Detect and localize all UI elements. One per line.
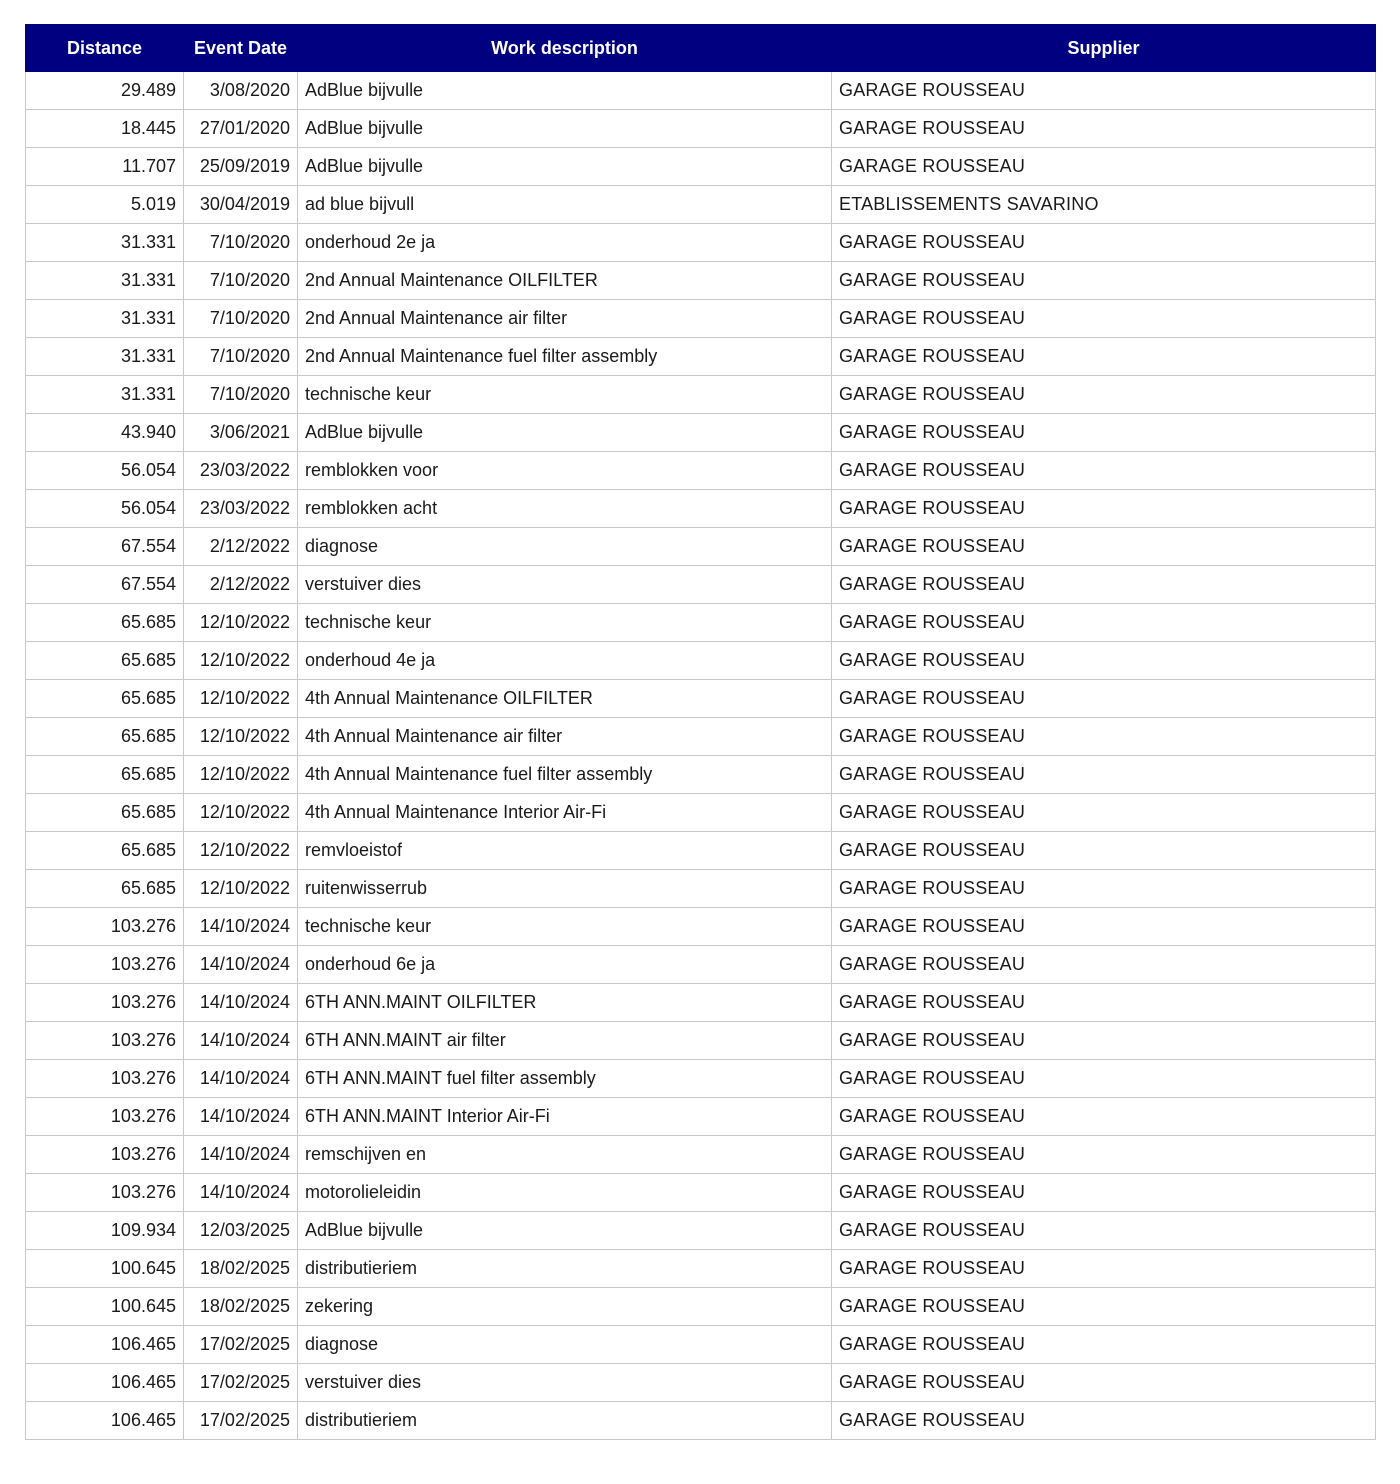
cell-distance: 100.645 [26, 1288, 184, 1326]
cell-event-date: 23/03/2022 [184, 490, 298, 528]
cell-work-description: 4th Annual Maintenance OILFILTER [298, 680, 832, 718]
cell-work-description: technische keur [298, 604, 832, 642]
cell-supplier: GARAGE ROUSSEAU [832, 1098, 1376, 1136]
cell-distance: 103.276 [26, 908, 184, 946]
table-row [26, 1250, 1376, 1288]
table-row [26, 224, 1376, 262]
cell-event-date: 12/10/2022 [184, 680, 298, 718]
cell-distance: 65.685 [26, 794, 184, 832]
table-row [26, 718, 1376, 756]
cell-work-description: onderhoud 6e ja [298, 946, 832, 984]
cell-event-date: 14/10/2024 [184, 1136, 298, 1174]
cell-event-date: 2/12/2022 [184, 528, 298, 566]
cell-event-date: 17/02/2025 [184, 1326, 298, 1364]
cell-distance: 106.465 [26, 1364, 184, 1402]
cell-distance: 56.054 [26, 452, 184, 490]
cell-work-description: 6TH ANN.MAINT air filter [298, 1022, 832, 1060]
cell-distance: 106.465 [26, 1402, 184, 1440]
column-header-distance: Distance [26, 25, 184, 72]
cell-distance: 65.685 [26, 680, 184, 718]
cell-event-date: 18/02/2025 [184, 1288, 298, 1326]
cell-distance: 100.645 [26, 1250, 184, 1288]
cell-supplier: GARAGE ROUSSEAU [832, 642, 1376, 680]
cell-distance: 31.331 [26, 262, 184, 300]
table-row [26, 566, 1376, 604]
cell-distance: 31.331 [26, 300, 184, 338]
cell-distance: 18.445 [26, 110, 184, 148]
cell-work-description: 2nd Annual Maintenance air filter [298, 300, 832, 338]
cell-work-description: onderhoud 2e ja [298, 224, 832, 262]
cell-distance: 109.934 [26, 1212, 184, 1250]
cell-supplier: GARAGE ROUSSEAU [832, 718, 1376, 756]
cell-supplier: GARAGE ROUSSEAU [832, 832, 1376, 870]
cell-work-description: diagnose [298, 528, 832, 566]
cell-distance: 103.276 [26, 984, 184, 1022]
cell-work-description: remblokken voor [298, 452, 832, 490]
cell-supplier: GARAGE ROUSSEAU [832, 110, 1376, 148]
cell-work-description: AdBlue bijvulle [298, 72, 832, 110]
cell-event-date: 12/10/2022 [184, 870, 298, 908]
table-row [26, 756, 1376, 794]
cell-work-description: ruitenwisserrub [298, 870, 832, 908]
cell-supplier: GARAGE ROUSSEAU [832, 680, 1376, 718]
cell-event-date: 3/08/2020 [184, 72, 298, 110]
table-row [26, 1022, 1376, 1060]
column-header-work-description: Work description [298, 25, 832, 72]
cell-work-description: technische keur [298, 376, 832, 414]
cell-distance: 31.331 [26, 338, 184, 376]
cell-work-description: distributieriem [298, 1250, 832, 1288]
cell-event-date: 23/03/2022 [184, 452, 298, 490]
cell-work-description: verstuiver dies [298, 1364, 832, 1402]
cell-work-description: technische keur [298, 908, 832, 946]
table-row [26, 1288, 1376, 1326]
table-header [26, 25, 1376, 72]
column-header-supplier: Supplier [832, 25, 1376, 72]
cell-event-date: 7/10/2020 [184, 224, 298, 262]
cell-supplier: GARAGE ROUSSEAU [832, 262, 1376, 300]
cell-distance: 103.276 [26, 1136, 184, 1174]
cell-supplier: GARAGE ROUSSEAU [832, 528, 1376, 566]
table-row [26, 186, 1376, 224]
cell-work-description: remblokken acht [298, 490, 832, 528]
cell-event-date: 14/10/2024 [184, 1098, 298, 1136]
table-row [26, 376, 1376, 414]
cell-distance: 65.685 [26, 832, 184, 870]
cell-supplier: GARAGE ROUSSEAU [832, 984, 1376, 1022]
cell-event-date: 25/09/2019 [184, 148, 298, 186]
cell-work-description: AdBlue bijvulle [298, 110, 832, 148]
cell-work-description: motorolieleidin [298, 1174, 832, 1212]
cell-event-date: 2/12/2022 [184, 566, 298, 604]
cell-work-description: 2nd Annual Maintenance fuel filter assembly [298, 338, 832, 376]
cell-work-description: remschijven en [298, 1136, 832, 1174]
cell-supplier: ETABLISSEMENTS SAVARINO [832, 186, 1376, 224]
cell-distance: 65.685 [26, 756, 184, 794]
cell-distance: 31.331 [26, 376, 184, 414]
table-row [26, 946, 1376, 984]
cell-work-description: ad blue bijvull [298, 186, 832, 224]
table-row [26, 452, 1376, 490]
cell-event-date: 17/02/2025 [184, 1364, 298, 1402]
cell-distance: 65.685 [26, 604, 184, 642]
cell-distance: 103.276 [26, 946, 184, 984]
table-row [26, 148, 1376, 186]
cell-distance: 103.276 [26, 1174, 184, 1212]
cell-supplier: GARAGE ROUSSEAU [832, 1250, 1376, 1288]
cell-distance: 106.465 [26, 1326, 184, 1364]
cell-distance: 65.685 [26, 870, 184, 908]
cell-distance: 67.554 [26, 528, 184, 566]
table-row [26, 832, 1376, 870]
table-row [26, 870, 1376, 908]
cell-event-date: 12/10/2022 [184, 832, 298, 870]
cell-work-description: verstuiver dies [298, 566, 832, 604]
maintenance-table [25, 24, 1376, 1440]
cell-event-date: 12/10/2022 [184, 642, 298, 680]
cell-supplier: GARAGE ROUSSEAU [832, 1212, 1376, 1250]
cell-event-date: 12/10/2022 [184, 794, 298, 832]
cell-event-date: 12/03/2025 [184, 1212, 298, 1250]
header-row [26, 25, 1376, 72]
table-row [26, 794, 1376, 832]
cell-event-date: 14/10/2024 [184, 1174, 298, 1212]
cell-supplier: GARAGE ROUSSEAU [832, 300, 1376, 338]
cell-supplier: GARAGE ROUSSEAU [832, 870, 1376, 908]
cell-work-description: 6TH ANN.MAINT fuel filter assembly [298, 1060, 832, 1098]
table-row [26, 908, 1376, 946]
cell-work-description: 2nd Annual Maintenance OILFILTER [298, 262, 832, 300]
table-row [26, 1402, 1376, 1440]
table-row [26, 1136, 1376, 1174]
maintenance-report [25, 24, 1375, 1440]
cell-distance: 65.685 [26, 718, 184, 756]
cell-supplier: GARAGE ROUSSEAU [832, 604, 1376, 642]
table-row [26, 338, 1376, 376]
table-row [26, 680, 1376, 718]
cell-supplier: GARAGE ROUSSEAU [832, 908, 1376, 946]
table-body [26, 72, 1376, 1440]
cell-supplier: GARAGE ROUSSEAU [832, 1022, 1376, 1060]
table-row [26, 1060, 1376, 1098]
table-row [26, 1098, 1376, 1136]
cell-event-date: 18/02/2025 [184, 1250, 298, 1288]
cell-supplier: GARAGE ROUSSEAU [832, 1060, 1376, 1098]
cell-supplier: GARAGE ROUSSEAU [832, 1288, 1376, 1326]
cell-event-date: 12/10/2022 [184, 718, 298, 756]
cell-distance: 65.685 [26, 642, 184, 680]
cell-supplier: GARAGE ROUSSEAU [832, 1364, 1376, 1402]
cell-work-description: 4th Annual Maintenance air filter [298, 718, 832, 756]
cell-event-date: 7/10/2020 [184, 262, 298, 300]
table-row [26, 300, 1376, 338]
cell-distance: 31.331 [26, 224, 184, 262]
cell-supplier: GARAGE ROUSSEAU [832, 414, 1376, 452]
cell-supplier: GARAGE ROUSSEAU [832, 1136, 1376, 1174]
cell-event-date: 14/10/2024 [184, 1022, 298, 1060]
cell-event-date: 7/10/2020 [184, 338, 298, 376]
table-row [26, 110, 1376, 148]
cell-distance: 11.707 [26, 148, 184, 186]
cell-supplier: GARAGE ROUSSEAU [832, 1326, 1376, 1364]
cell-supplier: GARAGE ROUSSEAU [832, 490, 1376, 528]
cell-work-description: onderhoud 4e ja [298, 642, 832, 680]
cell-supplier: GARAGE ROUSSEAU [832, 72, 1376, 110]
cell-work-description: 6TH ANN.MAINT OILFILTER [298, 984, 832, 1022]
cell-supplier: GARAGE ROUSSEAU [832, 756, 1376, 794]
cell-event-date: 14/10/2024 [184, 984, 298, 1022]
table-row [26, 528, 1376, 566]
cell-work-description: AdBlue bijvulle [298, 148, 832, 186]
cell-event-date: 3/06/2021 [184, 414, 298, 452]
cell-distance: 29.489 [26, 72, 184, 110]
table-row [26, 414, 1376, 452]
cell-distance: 103.276 [26, 1098, 184, 1136]
cell-event-date: 27/01/2020 [184, 110, 298, 148]
cell-event-date: 17/02/2025 [184, 1402, 298, 1440]
cell-distance: 56.054 [26, 490, 184, 528]
cell-work-description: zekering [298, 1288, 832, 1326]
table-row [26, 1212, 1376, 1250]
table-row [26, 490, 1376, 528]
cell-event-date: 14/10/2024 [184, 908, 298, 946]
cell-work-description: AdBlue bijvulle [298, 414, 832, 452]
cell-supplier: GARAGE ROUSSEAU [832, 452, 1376, 490]
cell-supplier: GARAGE ROUSSEAU [832, 794, 1376, 832]
cell-work-description: 6TH ANN.MAINT Interior Air-Fi [298, 1098, 832, 1136]
table-row [26, 984, 1376, 1022]
table-row [26, 1364, 1376, 1402]
table-row [26, 1174, 1376, 1212]
table-row [26, 262, 1376, 300]
cell-supplier: GARAGE ROUSSEAU [832, 338, 1376, 376]
cell-supplier: GARAGE ROUSSEAU [832, 566, 1376, 604]
column-header-event-date: Event Date [184, 25, 298, 72]
table-row [26, 1326, 1376, 1364]
cell-event-date: 12/10/2022 [184, 604, 298, 642]
cell-distance: 43.940 [26, 414, 184, 452]
cell-distance: 103.276 [26, 1060, 184, 1098]
cell-distance: 5.019 [26, 186, 184, 224]
cell-distance: 103.276 [26, 1022, 184, 1060]
cell-event-date: 30/04/2019 [184, 186, 298, 224]
cell-event-date: 7/10/2020 [184, 376, 298, 414]
cell-event-date: 12/10/2022 [184, 756, 298, 794]
cell-supplier: GARAGE ROUSSEAU [832, 1402, 1376, 1440]
cell-work-description: remvloeistof [298, 832, 832, 870]
cell-event-date: 14/10/2024 [184, 1060, 298, 1098]
cell-event-date: 7/10/2020 [184, 300, 298, 338]
table-row [26, 642, 1376, 680]
cell-event-date: 14/10/2024 [184, 946, 298, 984]
cell-supplier: GARAGE ROUSSEAU [832, 376, 1376, 414]
cell-supplier: GARAGE ROUSSEAU [832, 1174, 1376, 1212]
cell-supplier: GARAGE ROUSSEAU [832, 224, 1376, 262]
cell-supplier: GARAGE ROUSSEAU [832, 148, 1376, 186]
cell-work-description: distributieriem [298, 1402, 832, 1440]
cell-supplier: GARAGE ROUSSEAU [832, 946, 1376, 984]
cell-work-description: 4th Annual Maintenance Interior Air-Fi [298, 794, 832, 832]
cell-distance: 67.554 [26, 566, 184, 604]
table-row [26, 72, 1376, 110]
cell-work-description: 4th Annual Maintenance fuel filter assembly [298, 756, 832, 794]
table-row [26, 604, 1376, 642]
cell-work-description: diagnose [298, 1326, 832, 1364]
cell-work-description: AdBlue bijvulle [298, 1212, 832, 1250]
